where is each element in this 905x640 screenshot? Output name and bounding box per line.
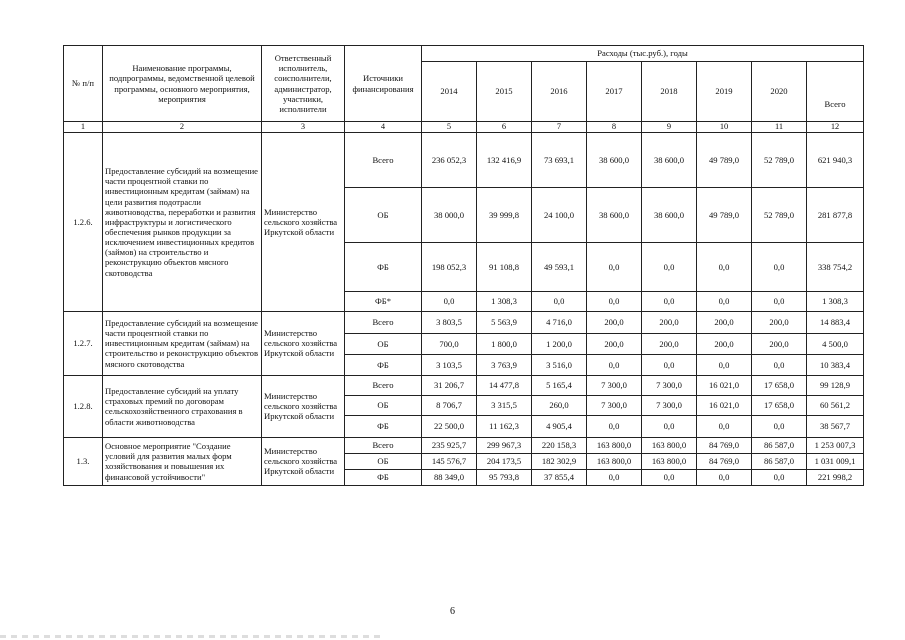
year-value: 0,0 [587,469,642,485]
year-value: 84 769,0 [697,437,752,453]
year-value: 3 763,9 [477,354,532,375]
year-value: 8 706,7 [422,395,477,415]
header-num: № п/п [64,46,103,122]
year-value: 0,0 [642,242,697,291]
year-value: 0,0 [752,291,807,311]
column-index: 5 [422,122,477,133]
row-code: 1.2.6. [64,132,103,311]
year-value: 38 600,0 [642,187,697,242]
year-value: 52 789,0 [752,132,807,187]
header-expenses: Расходы (тыс.руб.), годы [422,46,864,62]
year-value: 132 416,9 [477,132,532,187]
year-value: 24 100,0 [532,187,587,242]
year-value: 0,0 [697,415,752,437]
year-value: 0,0 [642,291,697,311]
year-value: 0,0 [697,354,752,375]
column-index: 11 [752,122,807,133]
year-value: 200,0 [697,333,752,354]
year-value: 3 103,5 [422,354,477,375]
row-code: 1.3. [64,437,103,485]
total-value: 14 883,4 [807,311,864,333]
year-value: 91 108,8 [477,242,532,291]
header-name: Наименование программы, подпрограммы, ведомственной целевой программы, основного мероприятия, мероприятия [103,46,262,122]
year-value: 31 206,7 [422,375,477,395]
column-index: 4 [345,122,422,133]
year-value: 163 800,0 [587,453,642,469]
year-value: 11 162,3 [477,415,532,437]
budget-table [63,45,864,486]
total-value: 1 308,3 [807,291,864,311]
row-name: Основное мероприятие "Создание условий для развития малых форм хозяйствования и повышения их финансовой устойчивости" [103,437,262,485]
row-executor: Министерство сельского хозяйства Иркутской области [262,311,345,375]
year-value: 200,0 [642,311,697,333]
row-executor: Министерство сельского хозяйства Иркутской области [262,132,345,311]
year-value: 14 477,8 [477,375,532,395]
year-value: 0,0 [752,354,807,375]
year-value: 38 000,0 [422,187,477,242]
year-value: 95 793,8 [477,469,532,485]
column-index: 8 [587,122,642,133]
year-value: 0,0 [422,291,477,311]
year-value: 73 693,1 [532,132,587,187]
header-total: Всего [807,62,864,122]
funding-source: Всего [345,437,422,453]
year-value: 0,0 [642,354,697,375]
year-value: 200,0 [642,333,697,354]
year-value: 3 516,0 [532,354,587,375]
column-index-row [64,122,864,133]
year-value: 0,0 [752,415,807,437]
header-year: 2017 [587,62,642,122]
year-value: 0,0 [532,291,587,311]
funding-source: Всего [345,375,422,395]
funding-source: ОБ [345,187,422,242]
total-value: 38 567,7 [807,415,864,437]
total-value: 1 031 009,1 [807,453,864,469]
total-value: 99 128,9 [807,375,864,395]
year-value: 0,0 [752,469,807,485]
row-name: Предоставление субсидий на возмещение части процентной ставки по инвестиционным кредитам (займам) на строительство и реконструкцию объектов мясного скотоводства [103,311,262,375]
year-value: 38 600,0 [642,132,697,187]
funding-source: ОБ [345,395,422,415]
year-value: 299 967,3 [477,437,532,453]
year-value: 200,0 [587,311,642,333]
total-value: 621 940,3 [807,132,864,187]
row-code: 1.2.8. [64,375,103,437]
year-value: 16 021,0 [697,375,752,395]
year-value: 7 300,0 [642,395,697,415]
funding-source: ФБ [345,354,422,375]
total-value: 221 998,2 [807,469,864,485]
year-value: 0,0 [587,354,642,375]
year-value: 163 800,0 [642,437,697,453]
year-value: 0,0 [697,242,752,291]
year-value: 700,0 [422,333,477,354]
year-value: 38 600,0 [587,132,642,187]
year-value: 204 173,5 [477,453,532,469]
table-row [64,437,864,453]
total-value: 1 253 007,3 [807,437,864,453]
header-year: 2016 [532,62,587,122]
funding-source: Всего [345,311,422,333]
table-body [64,122,864,486]
row-name: Предоставление субсидий на возмещение части процентной ставки по инвестиционным кредитам (займам) на цели развития подотрасли животноводства, переработки и развития инфраструктуры и логистического обеспечения рынков продукции за исключением инвестиционных кредитов (займов) на строительство и реконструкцию объектов мясного скотоводства [103,132,262,311]
total-value: 10 383,4 [807,354,864,375]
column-index: 7 [532,122,587,133]
table-row [64,375,864,395]
total-value: 338 754,2 [807,242,864,291]
year-value: 37 855,4 [532,469,587,485]
year-value: 49 789,0 [697,132,752,187]
year-value: 5 563,9 [477,311,532,333]
row-code: 1.2.7. [64,311,103,375]
year-value: 88 349,0 [422,469,477,485]
funding-source: Всего [345,132,422,187]
year-value: 0,0 [642,415,697,437]
funding-source: ФБ* [345,291,422,311]
year-value: 49 789,0 [697,187,752,242]
year-value: 163 800,0 [587,437,642,453]
column-index: 9 [642,122,697,133]
year-value: 200,0 [587,333,642,354]
year-value: 0,0 [587,291,642,311]
year-value: 16 021,0 [697,395,752,415]
year-value: 163 800,0 [642,453,697,469]
column-index: 6 [477,122,532,133]
header-year: 2019 [697,62,752,122]
year-value: 5 165,4 [532,375,587,395]
year-value: 0,0 [642,469,697,485]
funding-source: ФБ [345,242,422,291]
column-index: 12 [807,122,864,133]
row-executor: Министерство сельского хозяйства Иркутской области [262,375,345,437]
column-index: 10 [697,122,752,133]
year-value: 86 587,0 [752,437,807,453]
column-index: 2 [103,122,262,133]
year-value: 182 302,9 [532,453,587,469]
year-value: 22 500,0 [422,415,477,437]
year-value: 86 587,0 [752,453,807,469]
header-year: 2015 [477,62,532,122]
year-value: 200,0 [697,311,752,333]
table-header [64,46,864,122]
row-executor: Министерство сельского хозяйства Иркутской области [262,437,345,485]
header-executor: Ответственный исполнитель, соисполнители, администратор, участники, исполнители [262,46,345,122]
funding-source: ОБ [345,333,422,354]
year-value: 0,0 [697,291,752,311]
year-value: 0,0 [697,469,752,485]
year-value: 1 308,3 [477,291,532,311]
year-value: 52 789,0 [752,187,807,242]
year-value: 3 315,5 [477,395,532,415]
column-index: 1 [64,122,103,133]
header-year: 2020 [752,62,807,122]
table-row [64,311,864,333]
year-value: 49 593,1 [532,242,587,291]
year-value: 0,0 [587,242,642,291]
year-value: 235 925,7 [422,437,477,453]
year-value: 200,0 [752,333,807,354]
funding-source: ФБ [345,415,422,437]
year-value: 260,0 [532,395,587,415]
year-value: 39 999,8 [477,187,532,242]
year-value: 4 716,0 [532,311,587,333]
year-value: 84 769,0 [697,453,752,469]
total-value: 4 500,0 [807,333,864,354]
year-value: 17 658,0 [752,375,807,395]
column-index: 3 [262,122,345,133]
year-value: 4 905,4 [532,415,587,437]
funding-source: ФБ [345,469,422,485]
year-value: 198 052,3 [422,242,477,291]
funding-source: ОБ [345,453,422,469]
scan-artifact [0,635,380,638]
year-value: 7 300,0 [587,395,642,415]
row-name: Предоставление субсидий на уплату страховых премий по договорам сельскохозяйственного страхования в области животноводства [103,375,262,437]
year-value: 0,0 [752,242,807,291]
table-row [64,132,864,187]
year-value: 7 300,0 [642,375,697,395]
year-value: 1 200,0 [532,333,587,354]
year-value: 145 576,7 [422,453,477,469]
header-year: 2014 [422,62,477,122]
year-value: 1 800,0 [477,333,532,354]
year-value: 200,0 [752,311,807,333]
year-value: 17 658,0 [752,395,807,415]
total-value: 60 561,2 [807,395,864,415]
total-value: 281 877,8 [807,187,864,242]
header-source: Источники финансирования [345,46,422,122]
page-number: 6 [450,606,455,617]
year-value: 38 600,0 [587,187,642,242]
year-value: 220 158,3 [532,437,587,453]
year-value: 0,0 [587,415,642,437]
year-value: 3 803,5 [422,311,477,333]
year-value: 7 300,0 [587,375,642,395]
header-year: 2018 [642,62,697,122]
year-value: 236 052,3 [422,132,477,187]
